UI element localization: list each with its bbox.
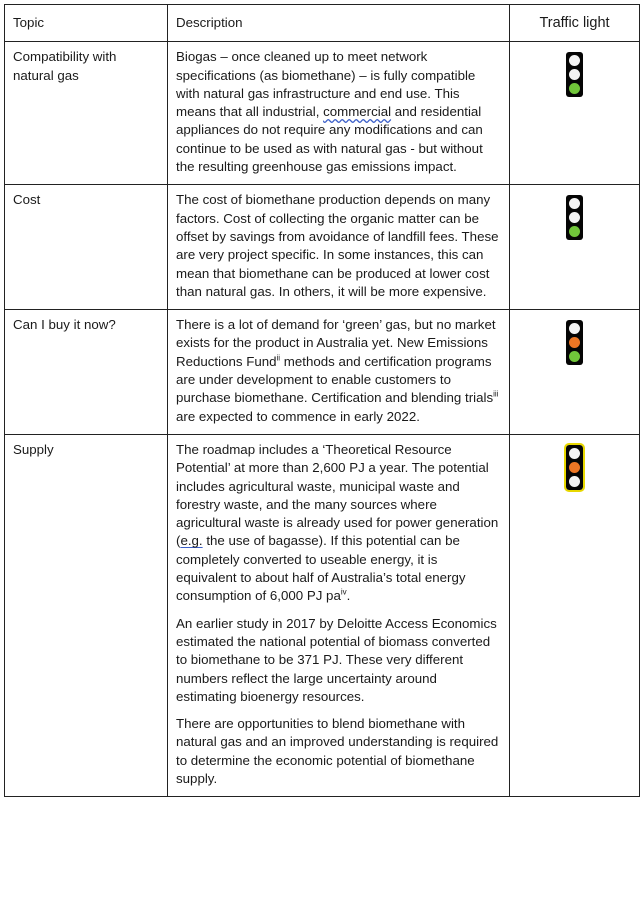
description-text: the use of bagasse). If this potential can be completely converted to useable energy, it is equivalent to about half of Australia’s total energy consumption of 6,000 PJ pa [176,533,466,604]
topic-cell: Cost [5,185,168,310]
description-text: Biogas – once cleaned up to meet network specifications (as biomethane) – is fully compatible with natural gas infrastructure and end use. This means that all industrial, [176,49,476,120]
lamp-middle [569,212,580,223]
description-text: are expected to commence in early 2022. [176,408,420,424]
lamp-top [569,448,580,459]
traffic-light-icon [566,320,583,365]
description-text: There is a lot of demand for ‘green’ gas, but no market exists for the product in Australia yet. New Emissions Reductions Fund [176,317,496,369]
lamp-bottom [569,351,580,362]
traffic-light-icon [566,195,583,240]
description-cell [168,434,510,796]
lamp-middle [569,462,580,473]
footnote-ref: iv [340,587,347,597]
traffic-light-icon [566,52,583,97]
header-topic: Topic [5,5,168,42]
topic-cell: Can I buy it now? [5,310,168,435]
table-row [5,434,640,796]
footnote-ref: ii [276,353,281,363]
traffic-light-cell [510,434,640,796]
traffic-light-cell [510,310,640,435]
traffic-light-table [4,4,640,797]
description-cell: The cost of biomethane production depends on many factors. Cost of collecting the organic matter can be offset by savings from avoidance of landfill fees. These are very project specific. In some instances, this can mean that biomethane can be produced at lower cost than natural gas. In others, it will be more expensive. [168,185,510,310]
description-text: and residential appliances do not require any modifications and can continue to be used as with natural gas - but without the resulting greenhouse gas emissions impact. [176,104,483,175]
lamp-middle [569,337,580,348]
description-cell [168,42,510,185]
traffic-light-cell [510,185,640,310]
lamp-top [569,55,580,66]
table-row [5,42,640,185]
table-row [5,185,640,310]
description-text: The roadmap includes a ‘Theoretical Resource Potential’ at more than 2,600 PJ a year. The potential includes agricultural waste, municipal waste and forestry waste, and the many sources where agricultural waste is already used for power generation ( [176,441,499,549]
header-description: Description [168,5,510,42]
lamp-top [569,323,580,334]
header-traffic-light: Traffic light [510,5,640,42]
description-text: methods and certification programs are under development to enable customers to purchase biomethane. Certification and blending trials [176,353,494,406]
spellcheck-word: e.g. [180,533,203,549]
traffic-light-icon [566,445,583,490]
footnote-ref: iii [493,389,499,399]
topic-cell: Supply [5,434,168,796]
spellcheck-word: commercial [323,104,392,120]
lamp-bottom [569,83,580,94]
lamp-middle [569,69,580,80]
description-paragraph: There are opportunities to blend biomethane with natural gas and an improved understanding is required to determine the economic potential of biomethane supply. [176,716,499,786]
topic-cell: Compatibility with natural gas [5,42,168,185]
description-text: . [346,588,351,604]
table-row [5,310,640,435]
header-row [5,5,640,42]
lamp-bottom [569,476,580,487]
lamp-top [569,198,580,209]
traffic-light-cell [510,42,640,185]
description-cell [168,310,510,435]
description-paragraph: An earlier study in 2017 by Deloitte Access Economics estimated the national potential of biomass converted to biomethane to be 371 PJ. These very different numbers reflect the large uncertainty around estimating bioenergy resources. [176,615,497,704]
lamp-bottom [569,226,580,237]
description-paragraph [176,441,501,606]
